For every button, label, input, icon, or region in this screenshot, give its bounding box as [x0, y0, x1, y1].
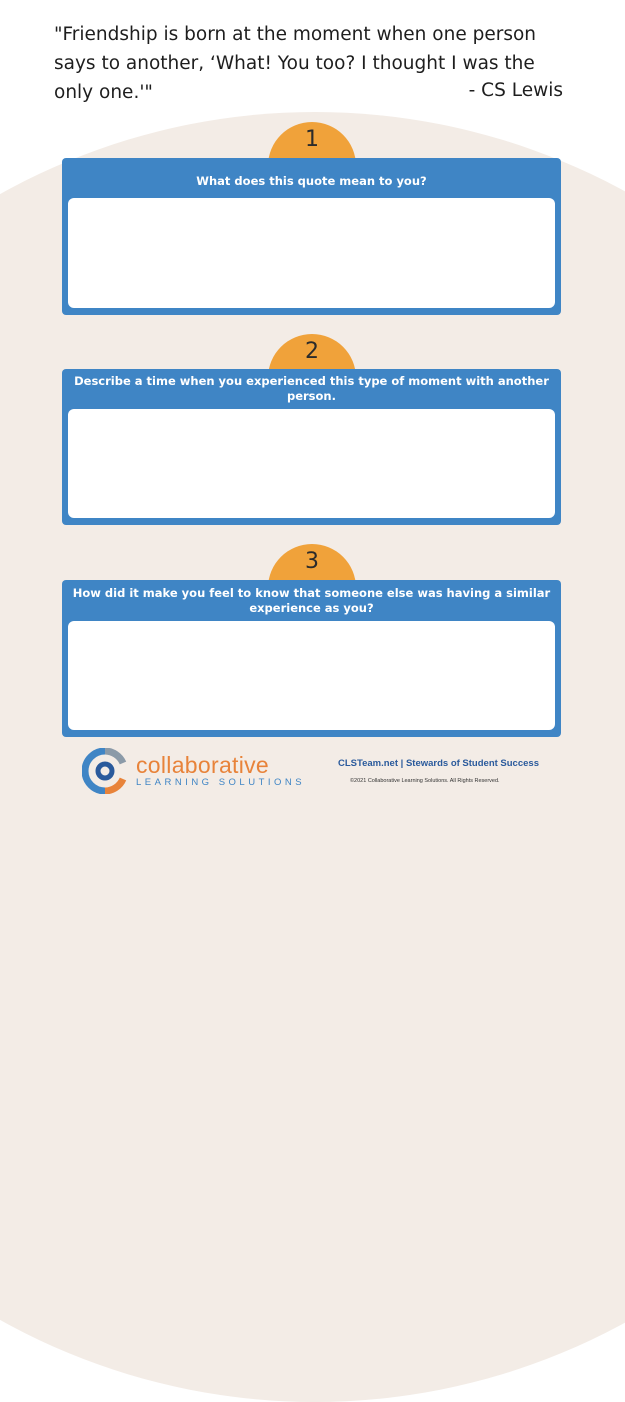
answer-box[interactable]	[68, 621, 555, 730]
footer-copyright: ©2021 Collaborative Learning Solutions. All Rights Reserved.	[350, 778, 500, 784]
question-prompt: How did it make you feel to know that someone else was having a similar experience as you?	[72, 586, 551, 615]
question-number: 2	[305, 339, 319, 364]
question-card	[62, 158, 561, 315]
footer-info	[338, 758, 539, 784]
question-number: 3	[305, 549, 319, 574]
question-prompt: What does this quote mean to you?	[196, 174, 427, 188]
footer-tagline: CLSTeam.net | Stewards of Student Success	[338, 758, 539, 769]
quote-author: - CS Lewis	[468, 80, 563, 101]
logo-subtitle: LEARNING SOLUTIONS	[136, 777, 306, 788]
question-card	[62, 369, 561, 525]
answer-box[interactable]	[68, 198, 555, 308]
question-card	[62, 580, 561, 737]
question-number: 1	[305, 127, 319, 152]
quote-text: "Friendship is born at the moment when one person says to another, ‘What! You too? I thought I was the only one.'"	[54, 24, 537, 103]
question-prompt: Describe a time when you experienced this type of moment with another person.	[74, 374, 549, 403]
answer-box[interactable]	[68, 409, 555, 518]
brand-logo	[82, 748, 305, 794]
logo-mark-icon	[82, 748, 128, 794]
logo-wordmark: collaborative	[136, 752, 270, 778]
